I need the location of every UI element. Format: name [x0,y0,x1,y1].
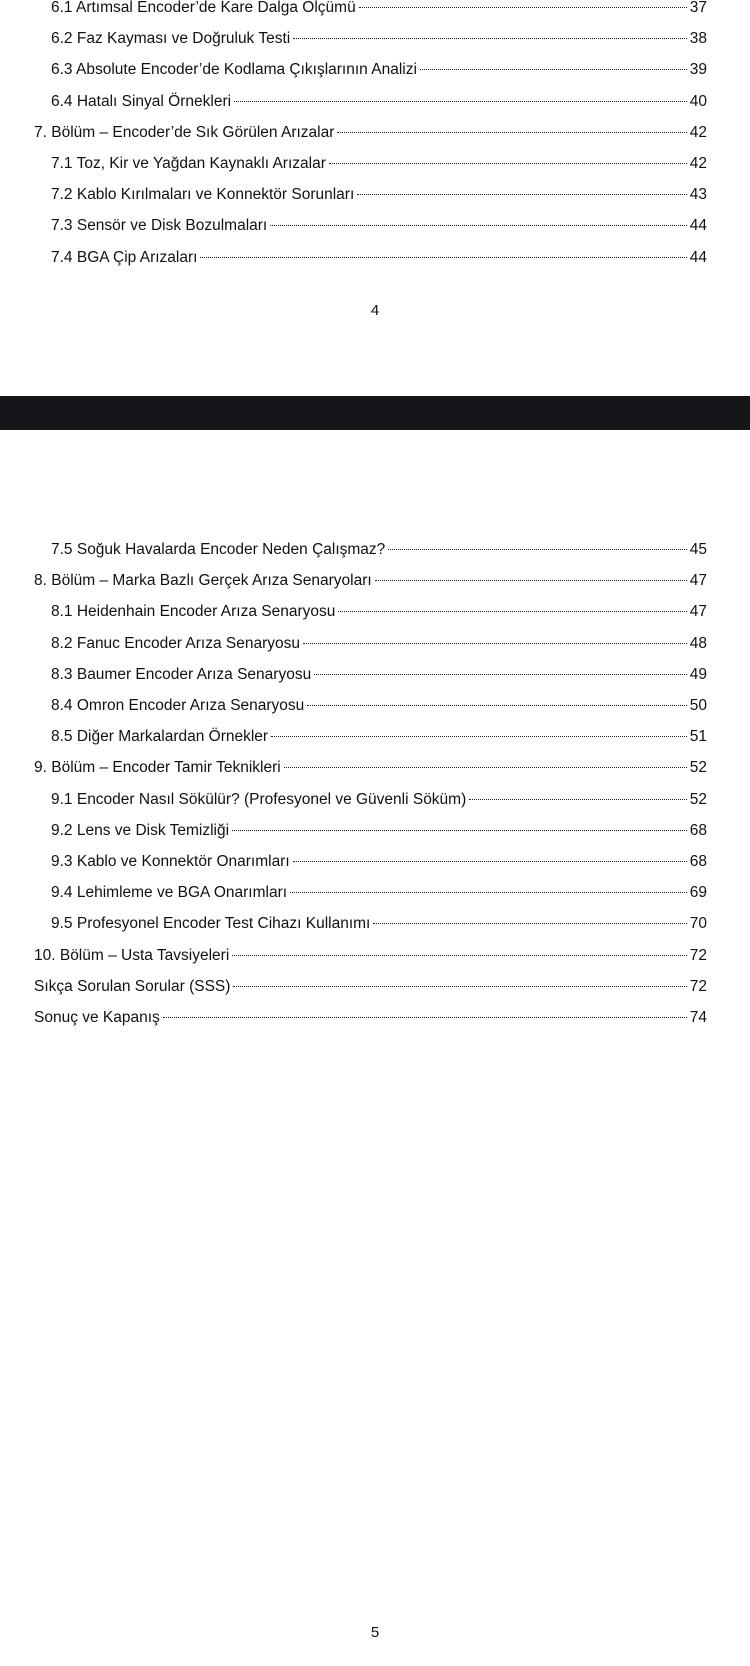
toc-leader-dots [271,736,687,737]
toc-entry [34,1006,707,1030]
toc-entry [34,975,707,999]
toc-entry [34,569,707,593]
toc-entry-page-number: 70 [689,915,707,933]
toc-entry [51,912,707,936]
toc-entry-page-number: 48 [689,634,707,652]
toc-entry-title: 6.1 Artımsal Encoder’de Kare Dalga Ölçümü [51,0,356,16]
toc-entry [51,881,707,905]
toc-entry-page-number: 72 [689,977,707,995]
toc-entry-title: 6.3 Absolute Encoder’de Kodlama Çıkışlarının Analizi [51,61,417,79]
toc-entry-page-number: 69 [689,884,707,902]
toc-leader-dots [234,101,687,102]
toc-entry-page-number: 52 [689,790,707,808]
toc-entry [51,152,707,176]
toc-leader-dots [388,549,686,550]
toc-entry-title: 7.1 Toz, Kir ve Yağdan Kaynaklı Arızalar [51,155,326,172]
toc-entry-page-number: 45 [689,541,707,558]
toc-entry-title: 9.3 Kablo ve Konnektör Onarımları [51,853,290,870]
toc-leader-dots [329,163,687,164]
toc-entry-page-number: 51 [689,728,707,746]
toc-entry-title: 8.3 Baumer Encoder Arıza Senaryosu [51,665,312,683]
toc-entry-page-number: 44 [689,217,707,235]
toc-entry-title: Sıkça Sorulan Sorular (SSS) [34,977,231,995]
toc-entry-page-number: 42 [689,123,707,141]
toc-leader-dots [232,830,687,831]
toc-entry-page-number: 68 [689,853,707,870]
toc-entry-page-number: 47 [689,572,707,590]
toc-entry-page-number: 38 [689,30,707,48]
toc-entry [34,756,707,780]
toc-entry [51,58,707,82]
toc-leader-dots [469,799,686,800]
toc-page-4 [0,0,750,396]
toc-leader-dots [232,955,686,956]
toc-entry-title: 7.2 Kablo Kırılmaları ve Konnektör Sorunları [51,186,355,204]
toc-entry-page-number: 74 [689,1009,707,1026]
toc-leader-dots [233,986,686,987]
toc-leader-dots [290,892,687,893]
toc-entry [34,121,707,145]
toc-entry-page-number: 42 [689,155,707,172]
toc-entry-title: 6.2 Faz Kayması ve Doğruluk Testi [51,30,291,48]
toc-leader-dots [163,1017,687,1018]
toc-entry-title: 9.2 Lens ve Disk Temizliği [51,821,230,839]
page-number: 5 [370,1624,380,1641]
toc-entry-title: 8.5 Diğer Markalardan Örnekler [51,728,269,746]
toc-entry-page-number: 47 [689,603,707,621]
toc-leader-dots [200,257,686,258]
toc-entry-title: 9.4 Lehimleme ve BGA Onarımları [51,884,288,902]
toc-entry [51,788,707,812]
toc-entry-title: Sonuç ve Kapanış [34,1009,160,1026]
toc-leader-dots [420,69,687,70]
toc-entry-title: 8.1 Heidenhain Encoder Arıza Senaryosu [51,603,336,621]
toc-entry-title: 7.5 Soğuk Havalarda Encoder Neden Çalışmaz? [51,541,386,558]
toc-leader-dots [270,225,687,226]
toc-leader-dots [307,705,686,706]
toc-entry-page-number: 68 [689,821,707,839]
toc-entry [51,538,707,562]
toc-leader-dots [303,643,687,644]
toc-entry-title: 6.4 Hatalı Sinyal Örnekleri [51,92,232,110]
toc-entry-page-number: 40 [689,92,707,110]
toc-entry [51,725,707,749]
toc-leader-dots [357,194,686,195]
toc-entry [51,850,707,874]
toc-entry-title: 8.2 Fanuc Encoder Arıza Senaryosu [51,634,301,652]
toc-entry-page-number: 37 [689,0,707,16]
toc-entry [51,90,707,114]
toc-entry [34,944,707,968]
toc-leader-dots [337,132,686,133]
toc-entry-page-number: 72 [689,946,707,964]
toc-entry-page-number: 52 [689,759,707,777]
toc-entry-title: 9.1 Encoder Nasıl Sökülür? (Profesyonel ve Güvenli Söküm) [51,790,467,808]
page-separator [0,396,750,430]
toc-entry [51,694,707,718]
toc-entry-title: 9.5 Profesyonel Encoder Test Cihazı Kullanımı [51,915,371,933]
toc-entry-title: 7.4 BGA Çip Arızaları [51,248,198,266]
toc-entry [51,183,707,207]
toc-entry-title: 10. Bölüm – Usta Tavsiyeleri [34,946,230,964]
toc-leader-dots [293,861,687,862]
toc-entry [51,663,707,687]
toc-leader-dots [375,580,687,581]
page-number: 4 [370,302,380,319]
toc-leader-dots [314,674,687,675]
toc-entry-title: 8.4 Omron Encoder Arıza Senaryosu [51,697,305,714]
toc-leader-dots [338,611,686,612]
toc-entry-title: 8. Bölüm – Marka Bazlı Gerçek Arıza Senaryoları [34,572,372,590]
toc-entry-title: 9. Bölüm – Encoder Tamir Teknikleri [34,759,281,777]
toc-entry [51,819,707,843]
toc-entry-page-number: 43 [689,186,707,204]
toc-leader-dots [284,767,687,768]
toc-entry [51,632,707,656]
toc-entry [51,0,707,20]
toc-entry-page-number: 44 [689,248,707,266]
toc-entry-title: 7. Bölüm – Encoder’de Sık Görülen Arızalar [34,123,335,141]
toc-leader-dots [293,38,687,39]
toc-entry [51,600,707,624]
toc-entry [51,214,707,238]
toc-entry-page-number: 49 [689,665,707,683]
toc-page-5 [0,430,750,1666]
toc-entry [51,246,707,270]
toc-entry-title: 7.3 Sensör ve Disk Bozulmaları [51,217,268,235]
toc-leader-dots [373,923,686,924]
toc-leader-dots [359,7,687,8]
toc-entry [51,27,707,51]
toc-entry-page-number: 39 [689,61,707,79]
toc-entry-page-number: 50 [689,697,707,714]
